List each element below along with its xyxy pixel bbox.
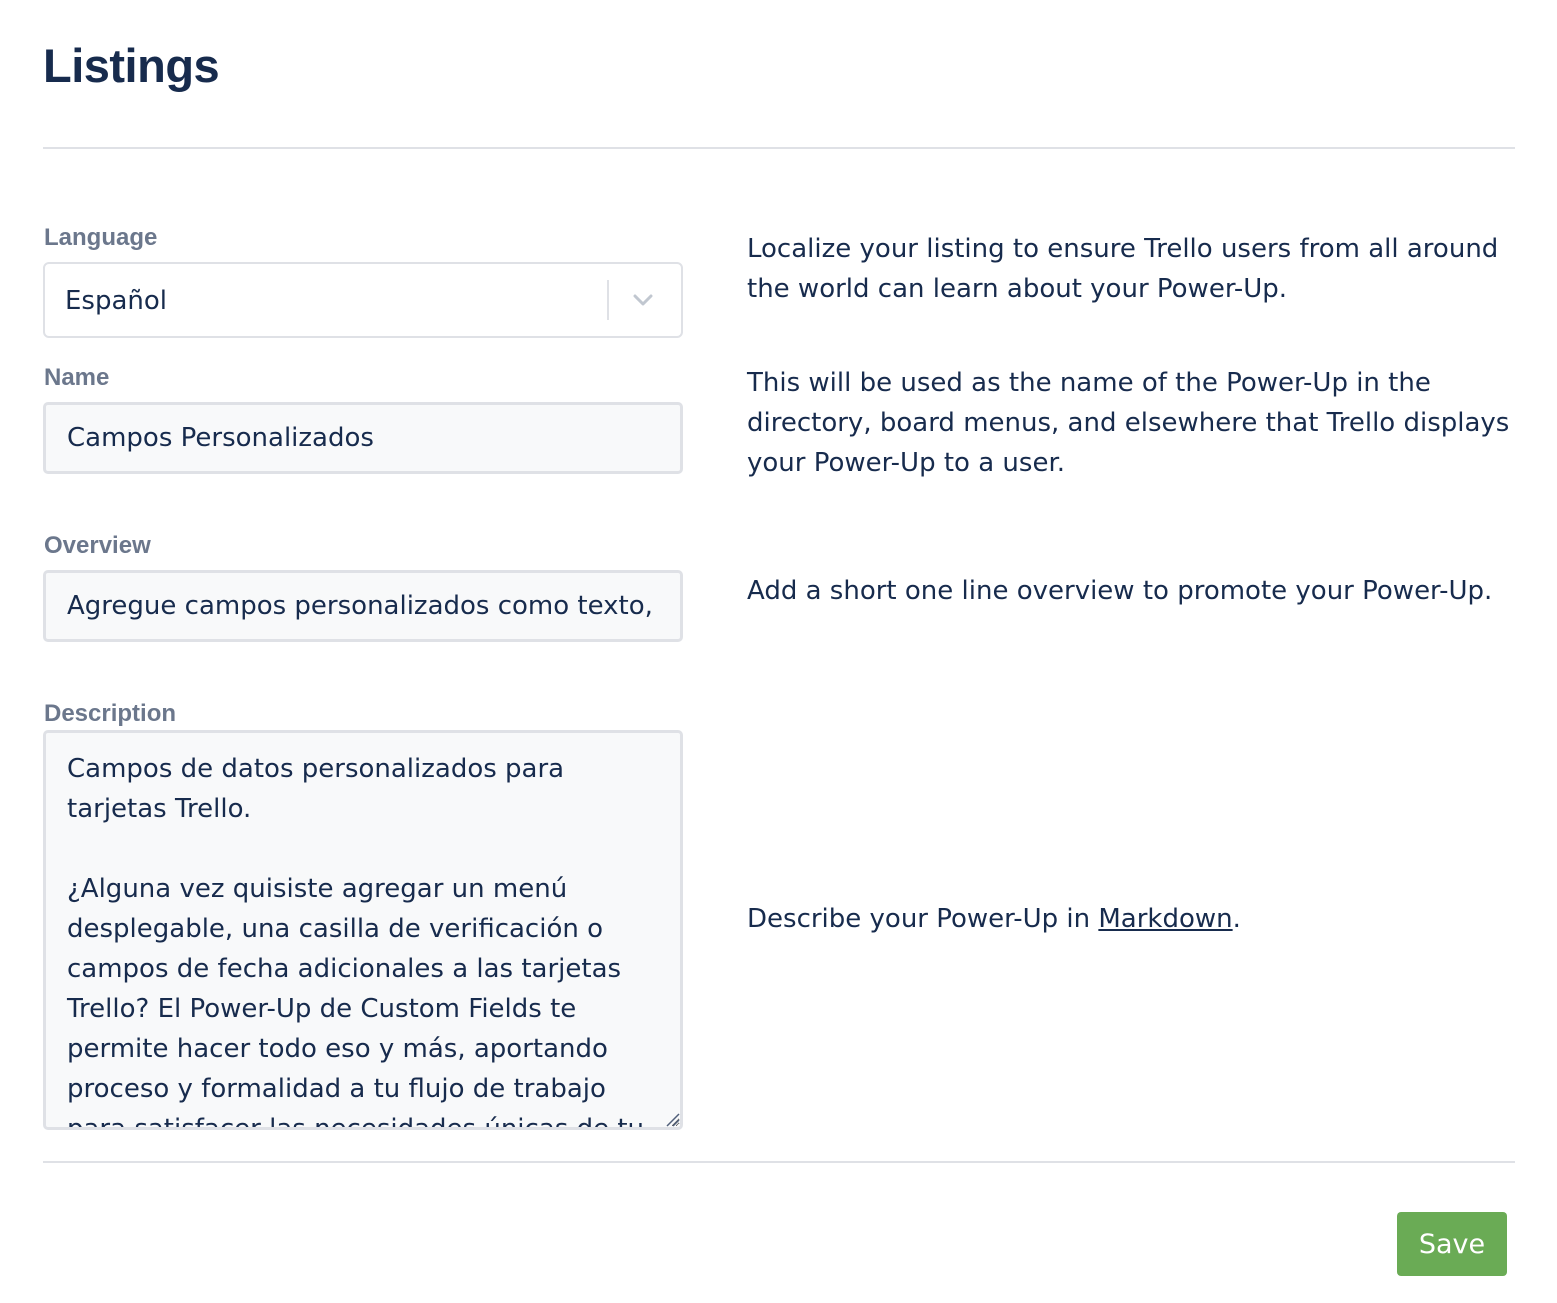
language-help: Localize your listing to ensure Trello users from all around the world can learn about your Power-Up. xyxy=(747,234,1499,304)
description-help-prefix: Describe your Power-Up in xyxy=(747,904,1099,934)
overview-input[interactable] xyxy=(43,570,683,642)
language-select-value: Español xyxy=(65,286,168,316)
select-separator xyxy=(607,280,609,320)
markdown-link[interactable]: Markdown xyxy=(1098,904,1233,934)
overview-label: Overview xyxy=(44,532,151,559)
chevron-down-icon[interactable] xyxy=(625,282,661,318)
language-select[interactable] xyxy=(43,262,683,338)
page-title: Listings xyxy=(43,39,220,92)
language-label: Language xyxy=(44,224,158,251)
description-label: Description xyxy=(44,700,177,727)
resize-grip-icon[interactable] xyxy=(664,1111,680,1127)
footer-divider xyxy=(43,1161,1515,1163)
name-input[interactable] xyxy=(43,402,683,474)
overview-help: Add a short one line overview to promote your Power-Up. xyxy=(747,576,1493,606)
header-divider xyxy=(43,147,1515,149)
description-help-suffix: . xyxy=(1232,904,1241,934)
description-help xyxy=(747,899,1517,939)
save-button[interactable]: Save xyxy=(1397,1212,1507,1276)
description-textarea[interactable] xyxy=(43,730,683,1130)
name-help: This will be used as the name of the Power-Up in the directory, board menus, and elsewhere that Trello displays your Power-Up to a user. xyxy=(747,368,1510,478)
name-label: Name xyxy=(44,364,110,391)
